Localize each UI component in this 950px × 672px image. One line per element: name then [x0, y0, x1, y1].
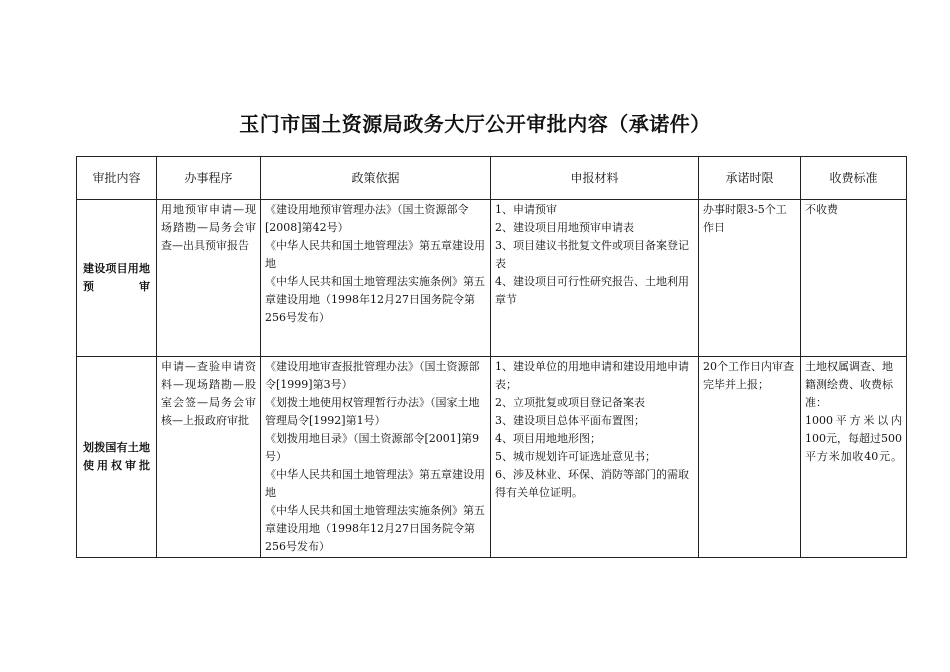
time-limit-cell: 办事时限3-5个工作日	[699, 200, 801, 357]
materials-cell	[491, 357, 699, 558]
header-time-limit: 承诺时限	[699, 157, 801, 200]
fee-line: 不收费	[805, 203, 838, 216]
material-line: 2、立项批复或项目登记备案表	[495, 396, 645, 409]
policy-line: 《划拨土地使用权管理暂行办法》（国家土地管理局令[1992]第1号）	[265, 396, 480, 427]
header-fee-standard: 收费标准	[801, 157, 907, 200]
header-policy-basis: 政策依据	[261, 157, 491, 200]
header-approval-content: 审批内容	[77, 157, 157, 200]
header-procedure: 办事程序	[157, 157, 261, 200]
policy-basis-cell	[261, 200, 491, 357]
procedure-cell: 用地预审申请—现场踏勘—局务会审查—出具预审报告	[157, 200, 261, 357]
material-line: 1、建设单位的用地申请和建设用地申请表；	[495, 360, 689, 391]
procedure-cell: 申请—查验申请资料—现场踏勘—股室会签—局务会审核—上报政府审批	[157, 357, 261, 558]
material-line: 6、涉及林业、环保、消防等部门的需取得有关单位证明。	[495, 468, 689, 499]
policy-basis-cell	[261, 357, 491, 558]
table-row	[77, 200, 907, 357]
material-line: 3、项目建议书批复文件或项目备案登记表	[495, 239, 689, 270]
fee-line: 1000平方米以内100元，每超过500平方米加收40元。	[805, 414, 902, 463]
policy-line: 《划拨用地目录》（国土资源部令[2001]第9号）	[265, 432, 480, 463]
time-limit-cell: 20个工作日内审查完毕并上报；	[699, 357, 801, 558]
policy-line: 《中华人民共和国土地管理法》第五章建设用地	[265, 239, 485, 270]
material-line: 5、城市规划许可证选址意见书；	[495, 450, 656, 463]
fee-cell	[801, 357, 907, 558]
header-materials: 申报材料	[491, 157, 699, 200]
material-line: 2、建设项目用地预审申请表	[495, 221, 634, 234]
material-line: 4、项目用地地形图；	[495, 432, 601, 445]
fee-line: 土地权属调查、地籍测绘费、收费标准：	[805, 360, 893, 409]
policy-line: 《中华人民共和国土地管理法实施条例》第五章建设用地（1998年12月27日国务院令第256号发布）	[265, 504, 485, 553]
policy-line: 《中华人民共和国土地管理法实施条例》第五章建设用地（1998年12月27日国务院令第256号发布）	[265, 275, 485, 324]
fee-cell	[801, 200, 907, 357]
policy-line: 《建设用地审查报批管理办法》（国土资源部令[1999]第3号）	[265, 360, 480, 391]
material-line: 1、申请预审	[495, 203, 557, 216]
policy-line: 《中华人民共和国土地管理法》第五章建设用地	[265, 468, 485, 499]
policy-line: 《建设用地预审管理办法》（国土资源部令[2008]第42号）	[265, 203, 469, 234]
approval-item-name: 划拨国有土地使用权审批	[77, 357, 157, 558]
table-header-row	[77, 157, 907, 200]
approval-item-name: 建设项目用地预审	[77, 200, 157, 357]
document-title: 玉门市国土资源局政务大厅公开审批内容（承诺件）	[239, 112, 711, 136]
material-line: 3、建设项目总体平面布置图；	[495, 414, 645, 427]
table-row	[77, 357, 907, 558]
approval-table	[76, 156, 907, 558]
material-line: 4、建设项目可行性研究报告、土地利用章节	[495, 275, 689, 306]
materials-cell	[491, 200, 699, 357]
